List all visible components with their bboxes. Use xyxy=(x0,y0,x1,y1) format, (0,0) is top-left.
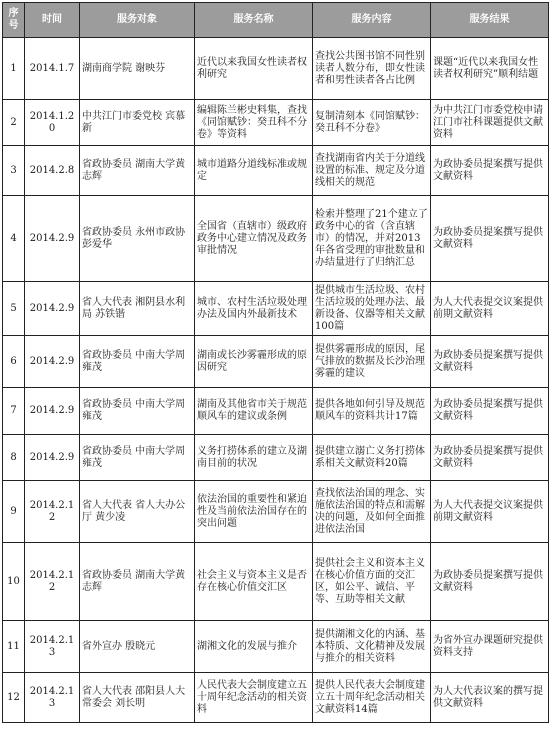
table-row xyxy=(3,543,549,621)
cell-no: 11 xyxy=(3,621,25,673)
table-row xyxy=(3,621,549,673)
cell-no: 4 xyxy=(3,196,25,282)
cell-date: 2014.2.13 xyxy=(25,673,80,723)
cell-no: 3 xyxy=(3,146,25,196)
cell-target: 省人大代表 省人大办公厅 黄少凌 xyxy=(80,481,195,543)
cell-name: 依法治国的重要性和紧迫性及当前依法治国存在的突出问题 xyxy=(195,481,313,543)
header-result: 服务结果 xyxy=(431,3,549,38)
cell-content: 提供人民代表大会制度建立五十周年纪念活动相关文献资料14篇 xyxy=(313,673,431,723)
cell-content: 查找公共图书馆不同性别读者人数分布，即女性读者和男性读者各占比例 xyxy=(313,38,431,100)
cell-content: 提供各地如何引导及规范顺风车的资料共计17篇 xyxy=(313,388,431,435)
header-name: 服务名称 xyxy=(195,3,313,38)
cell-name: 人民代表大会制度建立五十周年纪念活动的相关资料 xyxy=(195,673,313,723)
cell-name: 全国省（直辖市）级政府政务中心建立情况及政务审批情况 xyxy=(195,196,313,282)
cell-content: 查找依法治国的理念、实施依法治国的特点和需解决的问题，及如何全面推进依法治国 xyxy=(313,481,431,543)
cell-result: 为人大代表提交议案提供前期文献资料 xyxy=(431,282,549,336)
table-row xyxy=(3,146,549,196)
cell-target: 省政协委员 永州市政协 彭爱华 xyxy=(80,196,195,282)
cell-date: 2014.2.9 xyxy=(25,435,80,481)
table-row xyxy=(3,38,549,100)
header-date: 时间 xyxy=(25,3,80,38)
cell-result: 为人大代表议案的撰写提供文献资料 xyxy=(431,673,549,723)
cell-no: 2 xyxy=(3,100,25,146)
cell-date: 2014.2.12 xyxy=(25,543,80,621)
cell-name: 义务打捞体系的建立及湖南目前的状况 xyxy=(195,435,313,481)
cell-content: 检索并整理了21个建立了政务中心的省（含直辖市）的情况，并对2013年各省受理的审批数量和办结量进行了归纳汇总 xyxy=(313,196,431,282)
cell-name: 近代以来我国女性读者权利研究 xyxy=(195,38,313,100)
cell-target: 省政协委员 中南大学周雍茂 xyxy=(80,435,195,481)
cell-content: 提供建立溺亡义务打捞体系相关文献资料20篇 xyxy=(313,435,431,481)
table-row xyxy=(3,388,549,435)
header-content: 服务内容 xyxy=(313,3,431,38)
cell-name: 编辑陈兰彬史料集，查找《同馆赋钞：癸丑科不分卷》等资料 xyxy=(195,100,313,146)
cell-no: 8 xyxy=(3,435,25,481)
cell-target: 湖南商学院 谢映芬 xyxy=(80,38,195,100)
cell-date: 2014.2.9 xyxy=(25,196,80,282)
cell-no: 5 xyxy=(3,282,25,336)
cell-target: 省人大代表 邵阳县人大常委会 刘长明 xyxy=(80,673,195,723)
cell-target: 省政协委员 中南大学周雍茂 xyxy=(80,388,195,435)
cell-date: 2014.1.20 xyxy=(25,100,80,146)
cell-no: 9 xyxy=(3,481,25,543)
cell-content: 提供湖湘文化的内涵、基本特质、文化精神及发展与推介的相关资料 xyxy=(313,621,431,673)
cell-name: 社会主义与资本主义是否存在核心价值交汇区 xyxy=(195,543,313,621)
cell-result: 为政协委员提案撰写提供文献资料 xyxy=(431,146,549,196)
table-row xyxy=(3,100,549,146)
cell-result: 为政协委员提案撰写提供文献资料 xyxy=(431,543,549,621)
cell-date: 2014.2.9 xyxy=(25,388,80,435)
cell-name: 城市道路分道线标准或规定 xyxy=(195,146,313,196)
cell-name: 湖南及其他省市关于规范顺风车的建议或条例 xyxy=(195,388,313,435)
cell-target: 省政协委员 湖南大学黄志辉 xyxy=(80,146,195,196)
cell-name: 湖湘文化的发展与推介 xyxy=(195,621,313,673)
cell-name: 湖南或长沙雾霾形成的原因研究 xyxy=(195,336,313,388)
cell-result: 为政协委员提案撰写提供文献资料 xyxy=(431,388,549,435)
table-row xyxy=(3,336,549,388)
cell-result: 为政协委员提案撰写提供文献资料 xyxy=(431,435,549,481)
cell-result: 为政协委员提案撰写提供文献资料 xyxy=(431,196,549,282)
cell-content: 提供社会主义和资本主义在核心价值方面的交汇区，如公平、诚信、平等、互助等相关文献 xyxy=(313,543,431,621)
table-row xyxy=(3,435,549,481)
table-row xyxy=(3,282,549,336)
cell-content: 查找湖南省内关于分道线设置的标准、规定及分道线相关的规范 xyxy=(313,146,431,196)
cell-no: 7 xyxy=(3,388,25,435)
cell-content: 复制清刻本《同馆赋钞：癸丑科不分卷》 xyxy=(313,100,431,146)
cell-no: 10 xyxy=(3,543,25,621)
cell-date: 2014.2.13 xyxy=(25,621,80,673)
cell-date: 2014.2.9 xyxy=(25,282,80,336)
cell-no: 1 xyxy=(3,38,25,100)
cell-target: 中共江门市委党校 宾慕新 xyxy=(80,100,195,146)
cell-date: 2014.1.7 xyxy=(25,38,80,100)
cell-result: 课题“近代以来我国女性读者权利研究”顺利结题 xyxy=(431,38,549,100)
cell-no: 12 xyxy=(3,673,25,723)
header-no: 序号 xyxy=(3,3,25,38)
cell-name: 城市、农村生活垃圾处理办法及国内外最新技术 xyxy=(195,282,313,336)
cell-result: 为省外宣办课题研究提供资料支持 xyxy=(431,621,549,673)
cell-no: 6 xyxy=(3,336,25,388)
cell-result: 为中共江门市委党校申请江门市社科课题提供文献资料 xyxy=(431,100,549,146)
table-row xyxy=(3,196,549,282)
cell-target: 省人大代表 湘阴县水利局 苏铁锴 xyxy=(80,282,195,336)
table-row xyxy=(3,481,549,543)
table-row xyxy=(3,673,549,723)
table-header-row xyxy=(3,3,549,38)
cell-date: 2014.2.12 xyxy=(25,481,80,543)
service-table xyxy=(2,2,549,723)
cell-target: 省政协委员 中南大学周雍茂 xyxy=(80,336,195,388)
cell-result: 为人大代表提交议案提供前期文献资料 xyxy=(431,481,549,543)
cell-result: 为政协委员提案撰写提供文献资料 xyxy=(431,336,549,388)
cell-date: 2014.2.8 xyxy=(25,146,80,196)
cell-content: 提供城市生活垃圾、农村生活垃圾的处理办法、最新设备、仪器等相关文献100篇 xyxy=(313,282,431,336)
header-target: 服务对象 xyxy=(80,3,195,38)
cell-target: 省外宣办 殷晓元 xyxy=(80,621,195,673)
cell-target: 省政协委员 湖南大学黄志辉 xyxy=(80,543,195,621)
cell-content: 提供雾霾形成的原因，尾气排放的数据及长沙治理雾霾的建议 xyxy=(313,336,431,388)
cell-date: 2014.2.9 xyxy=(25,336,80,388)
